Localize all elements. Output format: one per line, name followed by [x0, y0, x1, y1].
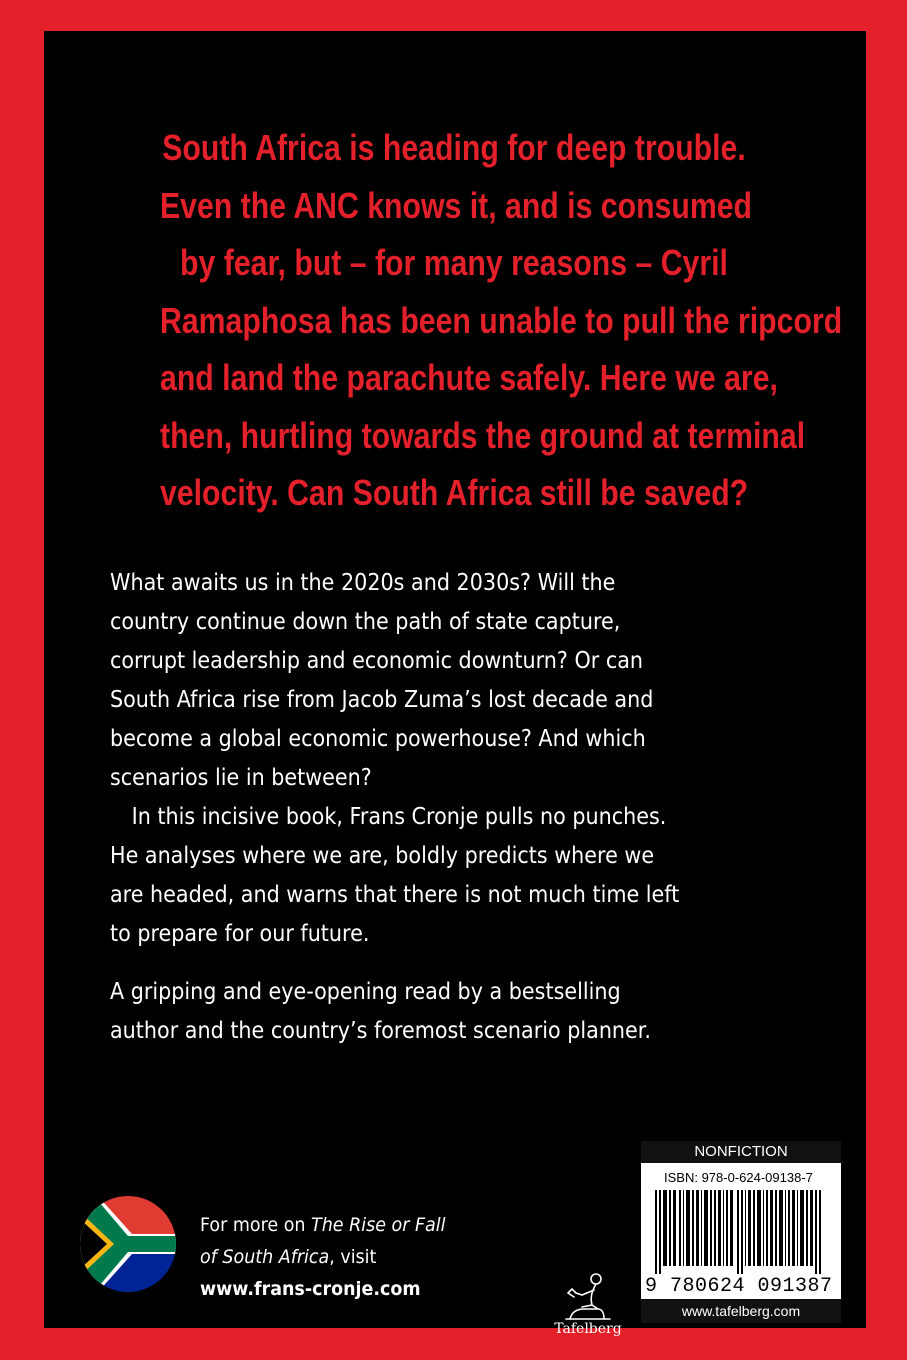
- paragraph-2-line: to prepare for our future.: [110, 921, 370, 947]
- paragraph-1-line: South Africa rise from Jacob Zuma’s lost decade and: [110, 687, 654, 713]
- headline-line: Ramaphosa has been unable to pull the ripcord: [160, 299, 843, 341]
- paragraph-1-line: corrupt leadership and economic downturn? Or can: [110, 648, 644, 674]
- promo-book-title: The Rise or Fall: [311, 1214, 446, 1236]
- barcode-digits: 9 780624 091387: [645, 1275, 833, 1298]
- promo-suffix: , visit: [329, 1246, 377, 1268]
- paragraph-1-line: become a global economic powerhouse? And which: [110, 726, 646, 752]
- headline-line: Even the ANC knows it, and is consumed: [160, 184, 753, 226]
- paragraph-1-line: What awaits us in the 2020s and 2030s? Will the: [110, 570, 616, 596]
- headline-line: then, hurtling towards the ground at terminal: [160, 414, 806, 456]
- isbn-label: ISBN: 978-0-624-09138-7: [664, 1170, 813, 1185]
- paragraph-gap: [110, 954, 758, 973]
- blurb: [110, 564, 758, 1051]
- headline-line: South Africa is heading for deep trouble.: [162, 127, 746, 168]
- paragraph-3-line: author and the country’s foremost scenario planner.: [110, 1018, 651, 1044]
- paragraph-1-line: country continue down the path of state capture,: [110, 609, 621, 635]
- headline-quote: [160, 119, 843, 522]
- author-website-link[interactable]: www.frans-cronje.com: [200, 1278, 421, 1300]
- barcode-bars: [647, 1190, 835, 1274]
- genre-label: NONFICTION: [641, 1141, 841, 1163]
- paragraph-2-line: are headed, and warns that there is not much time left: [110, 882, 680, 908]
- promo-prefix: For more on: [200, 1214, 312, 1236]
- paragraph-2-line: In this incisive book, Frans Cronje pulls no punches.: [131, 804, 667, 830]
- publisher-name: Tafelberg: [554, 1321, 622, 1337]
- headline-line: velocity. Can South Africa still be saved?: [160, 472, 749, 513]
- promo-book-title-cont: of South Africa: [200, 1246, 330, 1268]
- headline-line: and land the parachute safely. Here we are,: [160, 357, 778, 398]
- publisher-website[interactable]: www.tafelberg.com: [641, 1299, 841, 1323]
- paragraph-3-line: A gripping and eye-opening read by a bestselling: [110, 979, 621, 1005]
- paragraph-1-line: scenarios lie in between?: [110, 765, 372, 791]
- back-cover-panel: [44, 31, 866, 1337]
- website-promo: [200, 1209, 445, 1305]
- headline-line: by fear, but – for many reasons – Cyril: [180, 242, 728, 283]
- south-africa-flag-icon: [80, 1196, 176, 1292]
- barcode-panel: [641, 1141, 841, 1319]
- paragraph-2-line: He analyses where we are, boldly predicts where we: [110, 843, 655, 869]
